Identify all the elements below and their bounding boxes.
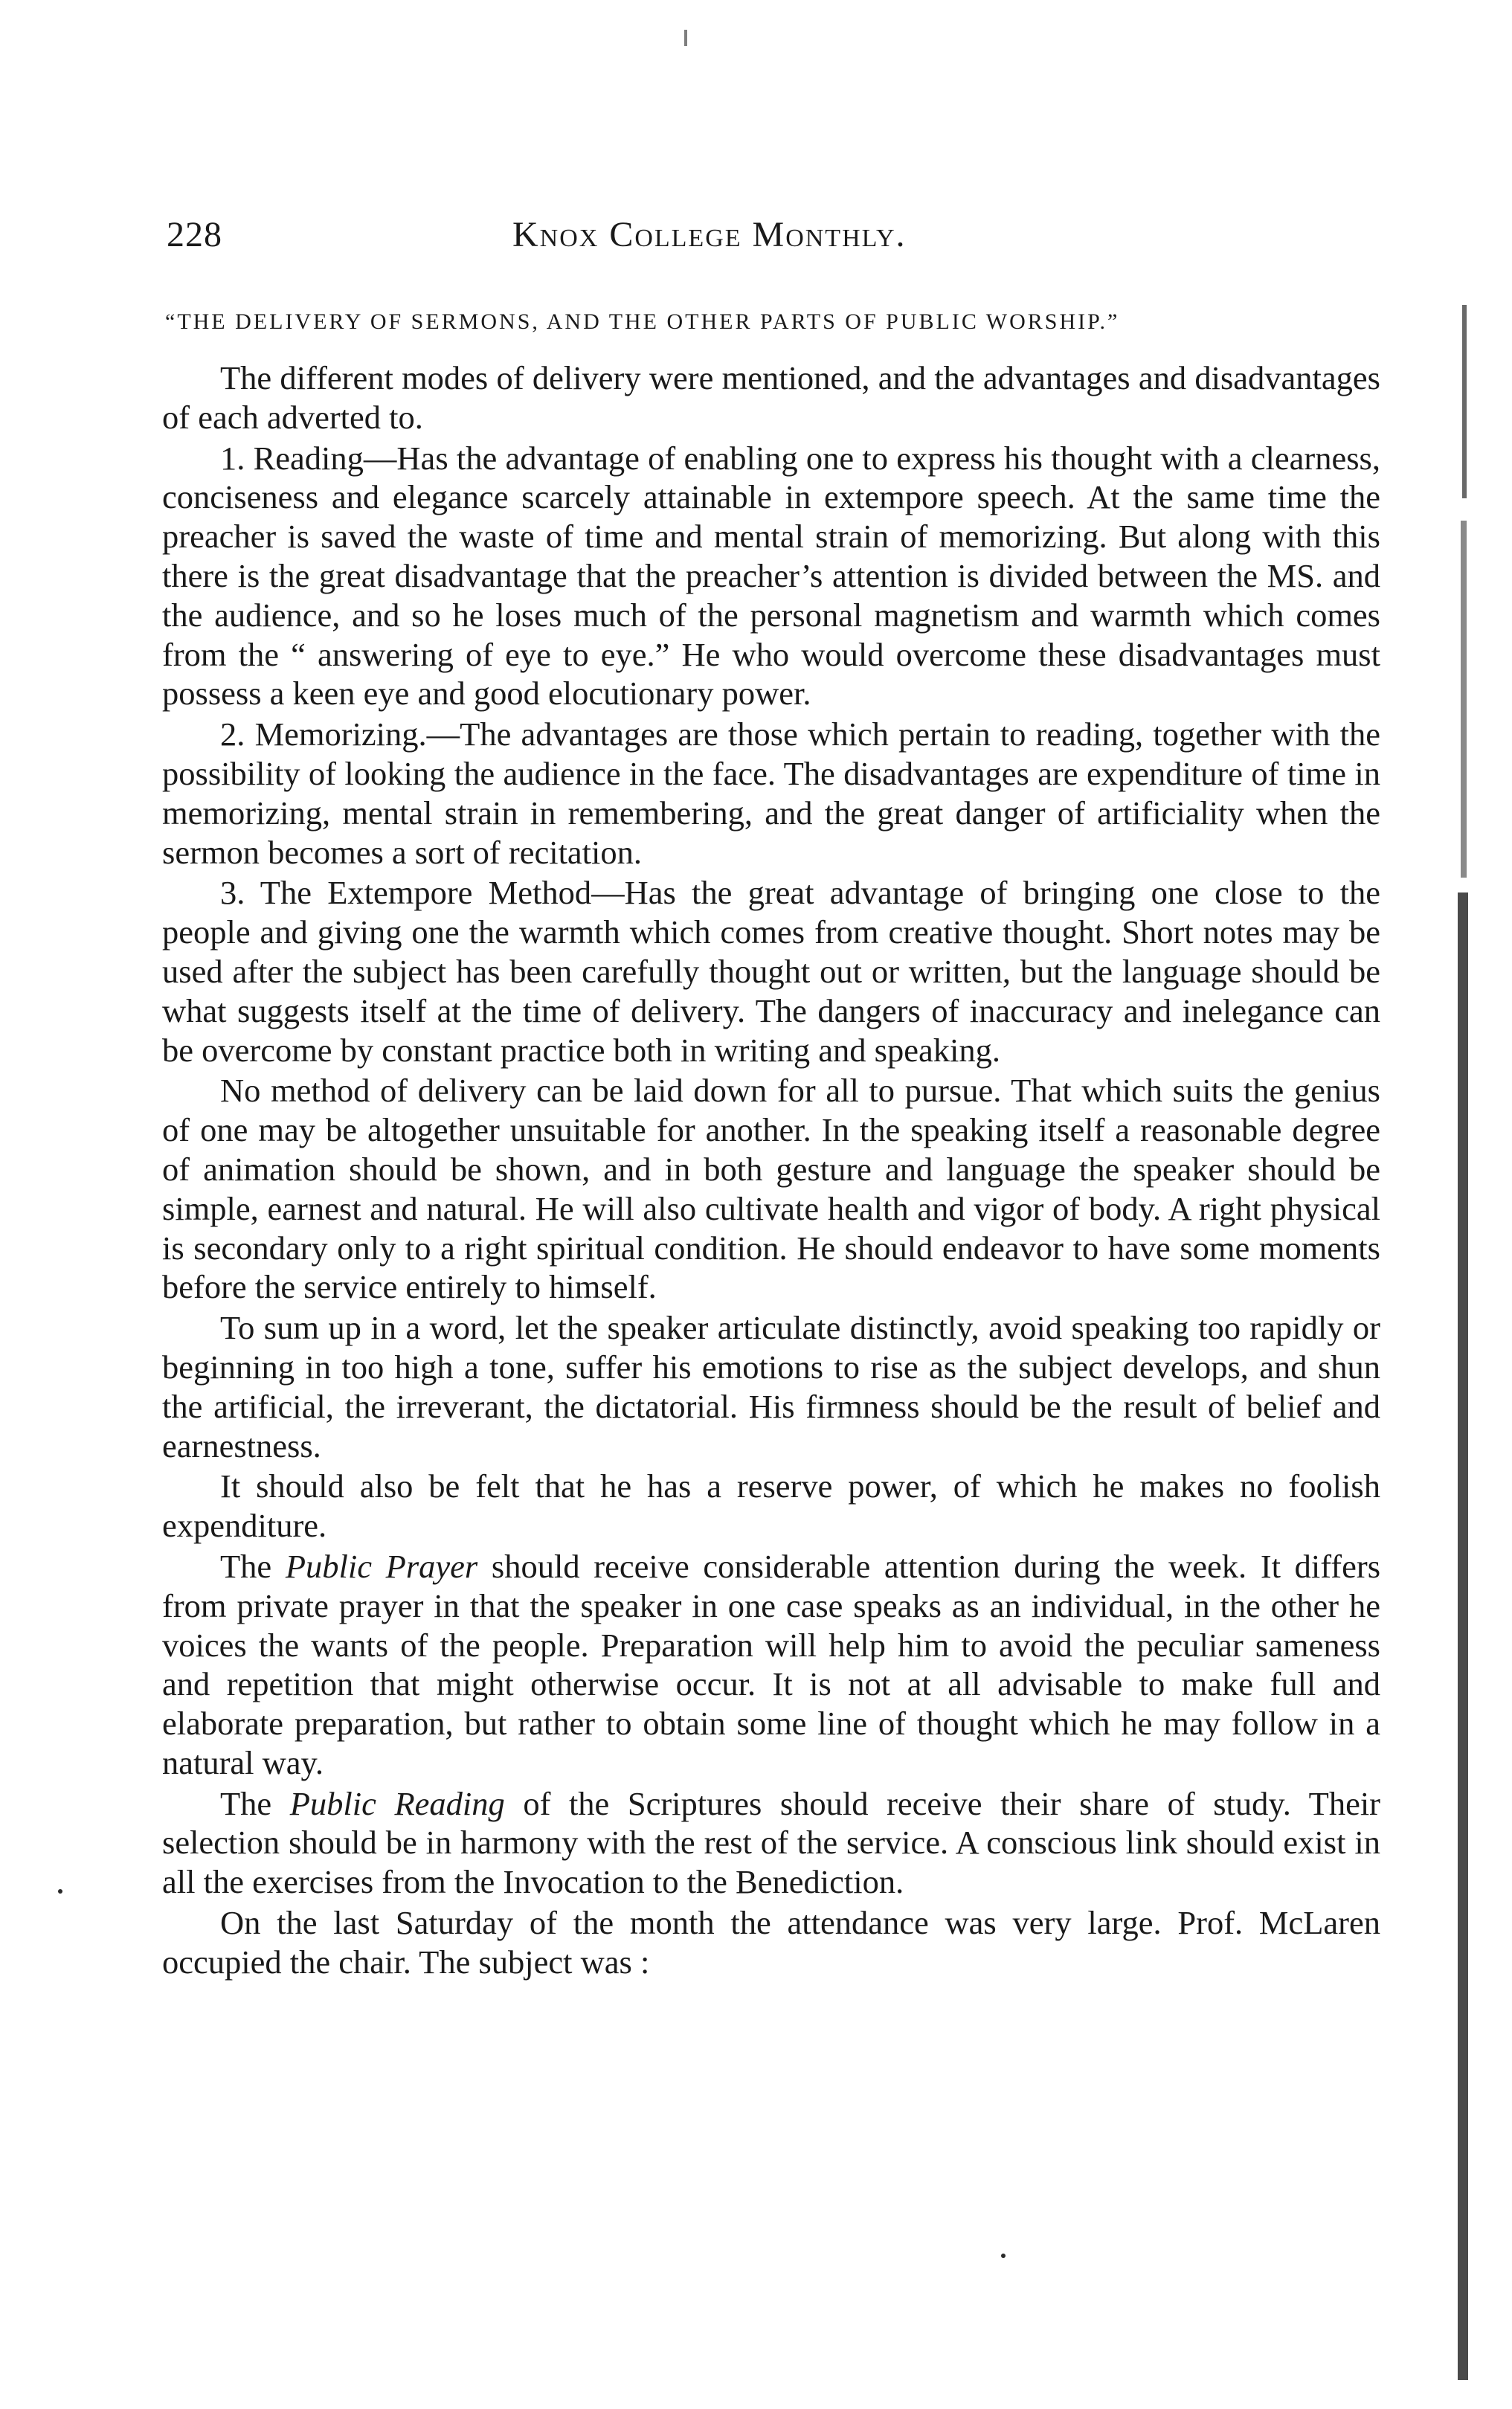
article-body [162,358,1380,1984]
scan-speck [58,1889,62,1894]
paragraph-closing: On the last Saturday of the month the attendance was very large. Prof. McLaren occupied the chair. The subject was : [162,1904,1380,1981]
emphasis-public-reading: Public Reading [289,1784,505,1822]
section-heading: “THE DELIVERY OF SERMONS, AND THE OTHER PARTS OF PUBLIC WORSHIP.” [165,309,1120,334]
paragraph-public-reading [162,1784,1380,1902]
scan-edge-shadow-upper [1462,305,1467,498]
paragraph-summary: To sum up in a word, let the speaker articulate distinctly, avoid speaking too rapidly or beginning in too high a tone, suffer his emotions to rise as the subject develops, and shun the artificial, the irreverant, the dictatorial. His firmness should be the result of belief and earnestness. [162,1309,1380,1464]
running-title: Knox College Monthly. [512,215,907,254]
scan-speck [684,30,687,46]
paragraph-reserve: It should also be felt that he has a reserve power, of which he makes no foolish expenditure. [162,1467,1380,1545]
paragraph-text: should receive considerable attention during the week. It differs from private prayer in that the speaker in one case speaks as an individual, in the other he voices the wants of the people. Preparation will help him to avoid the peculiar sameness and repetition that might otherwise occur. It is not at all advisable to make full and elaborate preparation, but rather to obtain some line of thought which he may follow in a natural way. [162,1547,1381,1781]
scan-edge-shadow [1458,892,1468,2380]
page-number: 228 [167,215,222,254]
paragraph-text: The [220,1784,290,1822]
paragraph-public-prayer [162,1547,1380,1783]
paragraph-text: The [220,1547,286,1585]
paragraph-intro: The different modes of delivery were mentioned, and the advantages and disadvantages of each adverted to. [162,359,1380,436]
paragraph-memorizing: 2. Memorizing.—The advantages are those which pertain to reading, together with the possibility of looking the audience in the face. The disadvantages are expenditure of time in memorizing, mental strain in remembering, and the great danger of artificiality when the sermon becomes a sort of recitation. [162,715,1380,871]
paragraph-extempore: 3. The Extempore Method—Has the great advantage of bringing one close to the people and giving one the warmth which comes from creative thought. Short notes may be used after the subject has been carefully thought out or written, but the language should be what suggests itself at the time of delivery. The dangers of inaccuracy and inelegance can be overcome by constant practice both in writing and speaking. [162,874,1380,1069]
paragraph-reading: 1. Reading—Has the advantage of enabling one to express his thought with a clearness, conciseness and elegance scarcely attainable in extempore speech. At the same time the preacher is saved the waste of time and mental strain of memorizing. But along with this there is the great disadvantage that the preacher’s attention is divided between the MS. and the audience, and so he loses much of the personal magnetism and warmth which comes from the “ answering of eye to eye.” He who would overcome these disadvantages must possess a keen eye and good elocutionary power. [162,439,1380,713]
page-header [167,214,1357,259]
paragraph-method: No method of delivery can be laid down for all to pursue. That which suits the genius of one may be altogether unsuitable for another. In the speaking itself a reasonable degree of animation should be shown, and in both gesture and language the speaker should be simple, earnest and natural. He will also cultivate health and vigor of body. A right physical is secondary only to a right spiritual condition. He should endeavor to have some moments before the service entirely to himself. [162,1072,1380,1306]
scan-speck [1001,2254,1006,2258]
paragraph-text: of the Scriptures should receive their share of study. Their selection should be in harmony with the rest of the service. A conscious link should exist in all the exercises from the Invocation to the Benediction. [162,1784,1381,1901]
scan-edge-shadow-mid [1461,521,1467,878]
emphasis-public-prayer: Public Prayer [285,1547,478,1585]
